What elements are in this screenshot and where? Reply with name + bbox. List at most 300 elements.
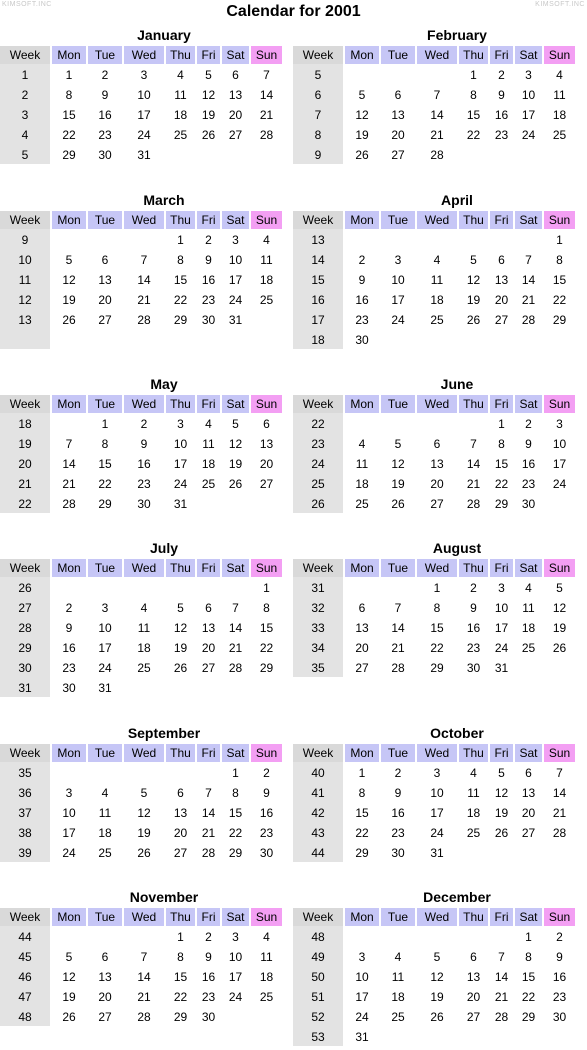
day-cell <box>197 493 220 513</box>
month-table <box>291 46 577 164</box>
day-cell: 12 <box>466 273 481 287</box>
day-cell: 14 <box>494 970 509 984</box>
day-cell: 6 <box>205 601 212 615</box>
day-cell <box>417 64 457 84</box>
day-cell: 27 <box>98 313 112 327</box>
day-cell: 20 <box>494 293 509 307</box>
week-number-cell: 31 <box>0 677 50 697</box>
day-cell: 18 <box>552 108 567 122</box>
day-cell <box>88 577 122 597</box>
day-cell: 19 <box>137 826 151 840</box>
day-cell: 28 <box>466 497 481 511</box>
day-cell: 1 <box>177 930 184 944</box>
day-cell <box>52 762 86 782</box>
week-row <box>0 329 282 349</box>
month-name: April <box>441 192 473 208</box>
month-september <box>0 723 292 862</box>
day-cell: 31 <box>173 497 188 511</box>
day-cell: 4 <box>394 950 402 964</box>
day-cell: 31 <box>228 313 243 327</box>
day-cell: 8 <box>525 950 532 964</box>
header-row <box>293 744 575 762</box>
header-sat: Sat <box>222 559 249 577</box>
week-number-cell: 2 <box>0 84 50 104</box>
day-cell: 4 <box>263 233 270 247</box>
week-number-cell: 28 <box>0 617 50 637</box>
day-cell <box>197 577 220 597</box>
week-number-cell: 26 <box>293 493 343 513</box>
week-number-cell: 35 <box>293 657 343 677</box>
day-cell: 24 <box>355 1010 369 1024</box>
header-row <box>293 908 575 926</box>
day-cell: 26 <box>355 148 369 162</box>
day-cell: 6 <box>232 68 239 82</box>
day-cell: 8 <box>101 437 109 451</box>
header-mon: Mon <box>52 211 86 229</box>
week-number-cell: 17 <box>293 309 343 329</box>
day-cell: 7 <box>556 766 563 780</box>
day-cell: 11 <box>522 601 535 615</box>
day-cell: 2 <box>140 417 148 431</box>
day-cell: 17 <box>391 293 405 307</box>
week-row <box>293 144 575 164</box>
day-cell <box>222 493 249 513</box>
day-cell <box>515 1026 542 1046</box>
day-cell: 3 <box>232 233 239 247</box>
day-cell <box>345 64 379 84</box>
week-number-cell: 19 <box>0 433 50 453</box>
day-cell <box>222 1006 249 1026</box>
day-cell: 26 <box>494 826 509 840</box>
day-cell: 9 <box>498 88 505 102</box>
header-week: Week <box>0 395 50 413</box>
day-cell: 27 <box>98 1010 112 1024</box>
week-row <box>293 473 575 493</box>
day-cell <box>88 229 122 249</box>
day-cell: 29 <box>98 497 112 511</box>
header-mon: Mon <box>52 395 86 413</box>
month-table <box>291 908 577 1046</box>
day-cell: 13 <box>228 88 243 102</box>
week-row <box>0 677 282 697</box>
day-cell: 9 <box>394 786 402 800</box>
day-cell: 10 <box>137 88 151 102</box>
day-cell: 20 <box>201 641 216 655</box>
week-row <box>0 762 282 782</box>
header-tue: Tue <box>381 46 415 64</box>
day-cell: 25 <box>355 497 369 511</box>
day-cell: 7 <box>140 253 148 267</box>
day-cell: 10 <box>355 970 369 984</box>
month-name: July <box>149 540 178 556</box>
header-mon: Mon <box>345 395 379 413</box>
day-cell <box>222 329 249 349</box>
week-row <box>0 577 282 597</box>
day-cell: 27 <box>259 477 274 491</box>
day-cell: 4 <box>177 68 184 82</box>
day-cell: 15 <box>355 806 369 820</box>
day-cell <box>515 657 542 677</box>
day-cell: 29 <box>173 1010 188 1024</box>
day-cell: 30 <box>521 497 536 511</box>
day-cell: 2 <box>556 930 563 944</box>
day-cell <box>417 413 457 433</box>
day-cell: 6 <box>263 417 270 431</box>
header-mon: Mon <box>345 559 379 577</box>
day-cell: 30 <box>259 846 274 860</box>
day-cell: 9 <box>470 601 477 615</box>
day-cell: 25 <box>137 661 151 675</box>
day-cell <box>459 1026 488 1046</box>
day-cell: 1 <box>556 233 563 247</box>
day-cell <box>124 577 164 597</box>
week-number-cell: 4 <box>0 124 50 144</box>
week-row <box>293 1006 575 1026</box>
day-cell: 22 <box>494 477 509 491</box>
week-number-cell: 34 <box>293 637 343 657</box>
day-cell: 16 <box>355 293 369 307</box>
day-cell: 3 <box>65 786 73 800</box>
day-cell: 30 <box>98 148 112 162</box>
header-thu: Thu <box>459 46 488 64</box>
day-cell: 26 <box>201 128 216 142</box>
day-cell: 14 <box>228 621 243 635</box>
week-number-cell: 41 <box>293 782 343 802</box>
week-row <box>0 493 282 513</box>
week-number-cell: 39 <box>0 842 50 862</box>
day-cell: 10 <box>62 806 76 820</box>
header-thu: Thu <box>166 559 195 577</box>
week-number-cell: 16 <box>293 289 343 309</box>
day-cell: 19 <box>466 293 481 307</box>
header-thu: Thu <box>166 46 195 64</box>
day-cell: 31 <box>98 681 112 695</box>
day-cell: 23 <box>201 293 216 307</box>
day-cell: 8 <box>263 601 270 615</box>
header-wed: Wed <box>124 559 164 577</box>
day-cell <box>197 677 220 697</box>
day-cell <box>417 329 457 349</box>
day-cell: 7 <box>65 437 73 451</box>
day-cell: 17 <box>98 641 112 655</box>
day-cell: 28 <box>201 846 216 860</box>
month-july <box>0 538 292 697</box>
week-row <box>0 124 282 144</box>
brand-watermark-right: KIMSOFT.INC <box>535 1 585 8</box>
week-row <box>0 1006 282 1026</box>
week-row <box>0 64 282 84</box>
header-sun: Sun <box>251 744 282 762</box>
header-sun: Sun <box>544 211 575 229</box>
day-cell: 1 <box>358 766 366 780</box>
day-cell: 26 <box>430 1010 444 1024</box>
day-cell: 24 <box>173 477 188 491</box>
day-cell: 15 <box>521 970 536 984</box>
day-cell: 28 <box>391 661 405 675</box>
day-cell: 27 <box>430 497 444 511</box>
day-cell: 5 <box>556 581 563 595</box>
day-cell: 4 <box>205 417 212 431</box>
day-cell: 16 <box>259 806 274 820</box>
week-row <box>0 966 282 986</box>
day-cell: 21 <box>521 293 536 307</box>
day-cell: 26 <box>62 313 76 327</box>
day-cell: 3 <box>394 253 402 267</box>
day-cell <box>381 926 415 946</box>
header-thu: Thu <box>459 744 488 762</box>
header-wed: Wed <box>417 559 457 577</box>
day-cell: 7 <box>498 950 505 964</box>
header-sat: Sat <box>515 211 542 229</box>
day-cell <box>544 657 575 677</box>
week-row <box>0 229 282 249</box>
header-fri: Fri <box>490 46 513 64</box>
day-cell: 11 <box>391 970 405 984</box>
day-cell: 8 <box>177 253 184 267</box>
day-cell: 30 <box>62 681 76 695</box>
day-cell: 20 <box>391 128 405 142</box>
day-cell: 22 <box>552 293 567 307</box>
week-number-cell: 42 <box>293 802 343 822</box>
header-wed: Wed <box>417 395 457 413</box>
day-cell: 19 <box>201 108 216 122</box>
day-cell: 2 <box>65 601 73 615</box>
day-cell <box>417 229 457 249</box>
day-cell: 7 <box>263 68 270 82</box>
day-cell <box>166 577 195 597</box>
day-cell: 10 <box>228 253 243 267</box>
day-cell: 14 <box>62 457 76 471</box>
day-cell <box>544 144 575 164</box>
day-cell: 10 <box>521 88 536 102</box>
week-row <box>0 249 282 269</box>
day-cell: 17 <box>228 273 243 287</box>
week-number-cell: 9 <box>293 144 343 164</box>
header-week: Week <box>293 211 343 229</box>
day-cell: 22 <box>228 826 243 840</box>
day-cell: 30 <box>201 313 216 327</box>
day-cell: 10 <box>494 601 509 615</box>
header-fri: Fri <box>197 559 220 577</box>
header-fri: Fri <box>490 744 513 762</box>
day-cell: 27 <box>391 148 405 162</box>
day-cell: 5 <box>177 601 184 615</box>
day-cell: 3 <box>140 68 148 82</box>
day-cell: 17 <box>521 108 536 122</box>
day-cell: 29 <box>521 1010 536 1024</box>
month-april <box>293 190 585 349</box>
day-cell: 1 <box>433 581 441 595</box>
day-cell: 10 <box>552 437 567 451</box>
month-january <box>0 25 292 164</box>
week-number-cell: 25 <box>293 473 343 493</box>
header-wed: Wed <box>417 46 457 64</box>
day-cell: 17 <box>355 990 369 1004</box>
day-cell: 12 <box>391 457 405 471</box>
day-cell <box>345 413 379 433</box>
month-table <box>291 211 577 349</box>
week-row <box>293 64 575 84</box>
day-cell: 4 <box>433 253 441 267</box>
day-cell: 11 <box>430 273 444 287</box>
day-cell <box>490 1026 513 1046</box>
header-fri: Fri <box>490 559 513 577</box>
day-cell: 8 <box>177 950 184 964</box>
day-cell: 18 <box>521 621 536 635</box>
day-cell: 3 <box>177 417 184 431</box>
day-cell: 12 <box>62 273 76 287</box>
header-fri: Fri <box>197 908 220 926</box>
day-cell <box>544 329 575 349</box>
day-cell: 16 <box>201 970 216 984</box>
day-cell: 14 <box>466 457 481 471</box>
day-cell: 3 <box>498 581 505 595</box>
day-cell: 21 <box>466 477 481 491</box>
day-cell: 29 <box>228 846 243 860</box>
week-row <box>293 124 575 144</box>
day-cell: 12 <box>62 970 76 984</box>
day-cell: 10 <box>391 273 405 287</box>
header-row <box>0 744 282 762</box>
week-number-cell: 35 <box>0 762 50 782</box>
day-cell: 25 <box>259 990 274 1004</box>
day-cell: 31 <box>355 1030 369 1044</box>
day-cell <box>52 926 86 946</box>
day-cell: 25 <box>201 477 216 491</box>
week-row <box>0 782 282 802</box>
day-cell <box>459 842 488 862</box>
day-cell: 20 <box>98 990 112 1004</box>
day-cell: 22 <box>521 990 536 1004</box>
day-cell: 7 <box>140 950 148 964</box>
day-cell: 13 <box>494 273 509 287</box>
day-cell: 7 <box>394 601 402 615</box>
day-cell: 19 <box>355 128 369 142</box>
month-february <box>293 25 585 164</box>
day-cell: 16 <box>137 457 151 471</box>
header-row <box>293 211 575 229</box>
day-cell: 24 <box>137 128 151 142</box>
month-name: December <box>423 889 491 905</box>
header-thu: Thu <box>166 908 195 926</box>
day-cell <box>515 842 542 862</box>
day-cell <box>197 762 220 782</box>
day-cell: 9 <box>65 621 73 635</box>
day-cell: 13 <box>521 786 536 800</box>
week-number-cell: 9 <box>0 229 50 249</box>
day-cell: 31 <box>494 661 509 675</box>
month-name: June <box>440 376 474 392</box>
day-cell: 2 <box>498 68 505 82</box>
month-name: November <box>129 889 199 905</box>
header-mon: Mon <box>345 211 379 229</box>
day-cell: 5 <box>140 786 148 800</box>
week-row <box>0 289 282 309</box>
week-number-cell: 44 <box>293 842 343 862</box>
day-cell: 12 <box>430 970 444 984</box>
header-fri: Fri <box>490 395 513 413</box>
day-cell: 30 <box>137 497 151 511</box>
day-cell <box>88 926 122 946</box>
day-cell: 5 <box>358 88 366 102</box>
day-cell <box>490 842 513 862</box>
day-cell <box>459 144 488 164</box>
day-cell: 9 <box>556 950 563 964</box>
header-row <box>0 908 282 926</box>
day-cell: 19 <box>228 457 243 471</box>
day-cell <box>88 762 122 782</box>
day-cell: 11 <box>260 950 273 964</box>
header-thu: Thu <box>166 395 195 413</box>
week-row <box>293 577 575 597</box>
day-cell: 24 <box>391 313 405 327</box>
week-number-cell: 37 <box>0 802 50 822</box>
day-cell: 6 <box>358 601 366 615</box>
week-number-cell: 14 <box>293 249 343 269</box>
day-cell: 20 <box>430 477 444 491</box>
day-cell: 28 <box>228 661 243 675</box>
header-row <box>0 46 282 64</box>
week-number-cell: 49 <box>293 946 343 966</box>
header-week: Week <box>293 744 343 762</box>
day-cell: 11 <box>202 437 215 451</box>
day-cell: 12 <box>173 621 188 635</box>
week-row <box>293 453 575 473</box>
week-row <box>0 144 282 164</box>
month-name: August <box>432 540 482 556</box>
day-cell: 18 <box>173 108 188 122</box>
day-cell: 3 <box>525 68 532 82</box>
day-cell: 6 <box>470 950 477 964</box>
day-cell: 6 <box>101 950 109 964</box>
day-cell: 31 <box>430 846 444 860</box>
day-cell <box>166 329 195 349</box>
day-cell <box>515 229 542 249</box>
header-sat: Sat <box>515 744 542 762</box>
day-cell <box>490 229 513 249</box>
week-number-cell: 11 <box>0 269 50 289</box>
day-cell <box>490 329 513 349</box>
week-row <box>0 104 282 124</box>
day-cell: 8 <box>470 88 477 102</box>
month-march <box>0 190 292 349</box>
day-cell <box>222 577 249 597</box>
day-cell: 29 <box>173 313 188 327</box>
day-cell: 8 <box>232 786 239 800</box>
day-cell: 4 <box>101 786 109 800</box>
week-row <box>0 309 282 329</box>
day-cell: 20 <box>173 826 188 840</box>
day-cell: 23 <box>137 477 151 491</box>
day-cell: 18 <box>355 477 369 491</box>
day-cell <box>251 309 282 329</box>
month-august <box>293 538 585 677</box>
day-cell: 20 <box>355 641 369 655</box>
header-tue: Tue <box>88 211 122 229</box>
week-number-cell: 5 <box>0 144 50 164</box>
month-name: March <box>143 192 185 208</box>
day-cell: 21 <box>391 641 405 655</box>
header-wed: Wed <box>124 908 164 926</box>
week-number-cell: 50 <box>293 966 343 986</box>
day-cell <box>251 1006 282 1026</box>
month-november <box>0 887 292 1026</box>
day-cell: 6 <box>525 766 532 780</box>
day-cell: 29 <box>430 661 444 675</box>
day-cell <box>222 144 249 164</box>
week-number-cell: 5 <box>293 64 343 84</box>
day-cell: 21 <box>228 641 243 655</box>
